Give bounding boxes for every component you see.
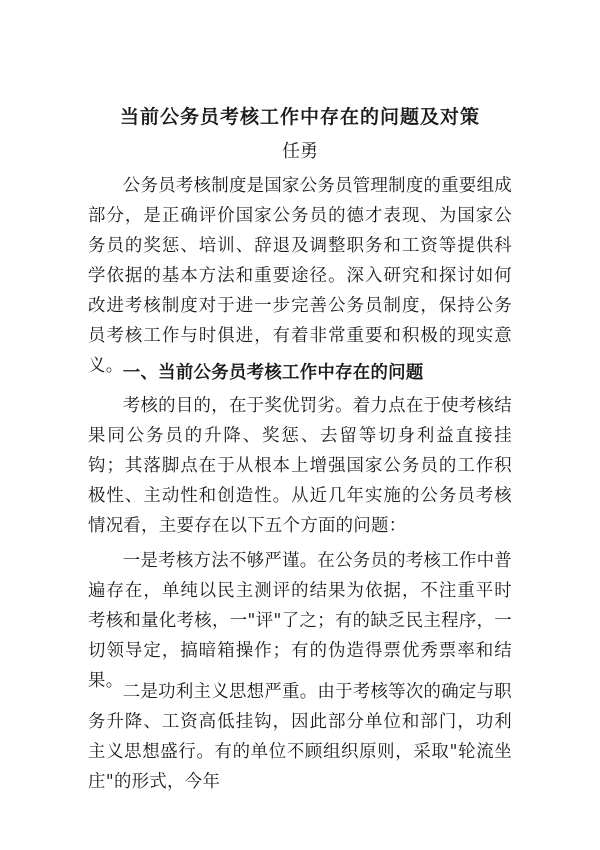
document-title: 当前公务员考核工作中存在的问题及对策 [119,106,480,128]
paragraph-intro: 公务员考核制度是国家公务员管理制度的重要组成部分，是正确评价国家公务员的德才表现、为国家公务员的奖惩、培训、辞退及调整职务和工资等提供科学依据的基本方法和重要途径。深入研究和探讨如何改进考核制度对于进一步完善公务员制度，保持公务员考核工作与时俱进，有着非常重要和积极的现实意义。 [88,176,512,376]
section-heading-1: 一、当前公务员考核工作中存在的问题 [122,363,424,383]
paragraph-problem-1: 一是考核方法不够严谨。在公务员的考核工作中普遍存在，单纯以民主测评的结果为依据，不注重平时考核和量化考核，一"评"了之；有的缺乏民主程序，一切领导定，搞暗箱操作；有的伪造得票优秀票率和结果。 [88,551,512,691]
paragraph-problem-2: 二是功利主义思想严重。由于考核等次的确定与职务升降、工资高低挂钩，因此部分单位和部门，功利主义思想盛行。有的单位不顾组织原则，采取"轮流坐庄"的形式，今年 [88,682,512,792]
document-author: 任勇 [282,141,318,162]
paragraph-section1-intro: 考核的目的，在于奖优罚劣。着力点在于使考核结果同公务员的升降、奖惩、去留等切身利益直接挂钩；其落脚点在于从根本上增强国家公务员的工作积极性、主动性和创造性。从近几年实施的公务员考核情况看，主要存在以下五个方面的问题： [88,396,512,536]
